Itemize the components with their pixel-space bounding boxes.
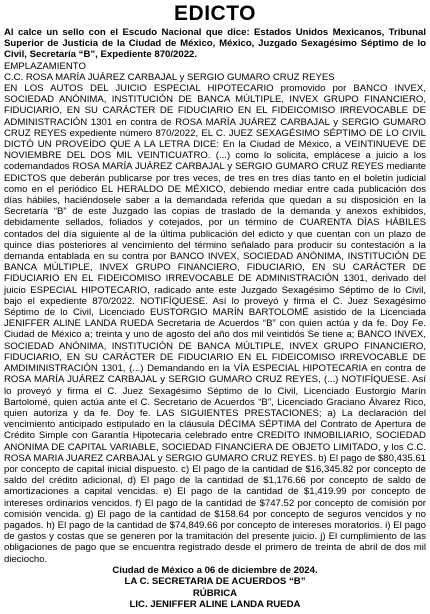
- addressees: C.C. ROSA MARÍA JUÁREZ CARBAJAL y SERGIO GUMARO CRUZ REYES: [4, 71, 335, 83]
- signer-name: LIC. JENIFFER ALINE LANDA RUEDA: [129, 598, 301, 610]
- seal-description: Al calce un sello con el Escudo Nacional que dice: Estados Unidos Mexicanos, Tribunal Superior de Justicia de la Ciudad de México, México, Juzgado Sexagésimo Séptimo de lo Civil, Secretaría “B”, Expediente 870/2022.: [4, 27, 426, 61]
- body-paragraph: EN LOS AUTOS DEL JUICIO ESPECIAL HIPOTECARIO promovido por BANCO INVEX, SOCIEDAD ANÓNIMA, INSTITUCIÓN DE BANCA MÚLTIPLE, INVEX GRUPO FINANCIERO, FIDUCIARIO, EN SU CARÁCTER DE FIDUCIARIO EN EL FIDEICOMISO IRREVOCABLE DE ADMINISTRACIÓN 1301 en contra de ROSA MARÍA JUÁREZ CARBAJAL y SERGIO GUMARO CRUZ REYES expediente número 870/2022, EL C. JUEZ SEXAGÉSIMO SÉPTIMO DE LO CIVIL DICTÓ UN PROVEÍDO QUE A LA LETRA DICE: En la Ciudad de México, a VEINTINUEVE DE NOVIEMBRE DEL DOS MIL VEINTICUATRO. (...) como lo solicita, emplácese a juicio a los codemandados ROSA MARÍA JUÁREZ CARBAJAL y SERGIO GUMARO CRUZ REYES mediante EDICTOS que deberán publicarse por tres veces, de tres en tres días tanto en el boletín judicial como en el periódico EL HERALDO DE MÉXICO, debiendo mediar entre cada publicación dos días hábiles, haciéndosele saber a la demandada referida que quedan a su disposición en la Secretaría “B” de este Juzgado las copias de traslado de la demanda y anexos exhibidos, debidamente sellados, foliados y cotejados, por un término de CUARENTA DÍAS HÁBILES contados del día siguiente al de la última publicación del edicto y que cuentan con un plazo de quince días posteriores al vencimiento del término señalado para producir su contestación a la demanda entablada en su contra por BANCO INVEX, SOCIEDAD ANÓNIMA, INSTITUCIÓN DE BANCA MÚLTIPLE, INVEX GRUPO FINANCIERO, FIDUCIARIO, EN SU CARÁCTER DE FIDUCIARIO EN EL FIDEICOMISO IRREVOCABLE DE ADMINISTRACIÓN 1301, derivado del juicio ESPECIAL HIPOTECARIO, radicado ante este Juzgado Sexagésimo Séptimo de lo Civil, bajo el expediente 870/2022. NOTIFÍQUESE. Así lo proveyó y firma el C. Juez Sexagésimo Séptimo de lo Civil, Licenciado EUSTORGIO MARÍN BARTOLOMÉ asistido de la Licenciada JENIFFER ALINE LANDA RUEDA Secretaria de Acuerdos “B” con quien actúa y da fe. Doy Fe. Ciudad de México a; treinta y uno de agosto del año dos mil veintidós Se tiene a; BANCO INVEX, SOCIEDAD ANÓNIMA, INSTITUCIÓN DE BANCA MÚLTIPLE, INVEX GRUPO FINANCIERO, FIDUCIARIO, EN SU CARÁCTER DE FIDUCIARIO EN EL FIDEICOMISO IRREVOCABLE DE AMDIMINISTRACIÓN 1301, (...) Demandando en la VÍA ESPECIAL HIPOTECARIA en contra de ROSA MARÍA JUÁREZ CARBAJAL y SERGIO GUMARO CRUZ REYES, (...) NOTIFÍQUESE. Así lo proveyó y firma el C. Juez Sexagésimo Séptimo de lo Civil, Licenciado Eustorgio Marín Bartolomé, quien actúa ante el C. Secretario de Acuerdos “B”, Licenciado Graciano Álvarez Rico, quien autoriza y da fe. Doy fe. LAS SIGUIENTES PRESTACIONES; a) La declaración del vencimiento anticipado estipulado en la cláusula DÉCIMA SÉPTIMA del Contrato de Apertura de Crédito Simple con Garantía Hipotecaria celebrado entre CREDITO INMOBILIARIO, SOCIEDAD ANONIMA DE CAPITAL VARIABLE, SOCIEDAD FINANCIERA DE OBJETO LIMITADO, y los C.C. ROSA MARIA JUAREZ CARBAJAL y SERGIO GUMARO CRUZ REYES. b) El pago de $80,435.61 por concepto de capital inicial dispuesto. c) El pago de la cantidad de $16,345.82 por concepto de saldo del crédito adicional, d) El pago de la cantidad de $1,176.66 por concepto de saldo de amortizaciones a capital vencidas. e) El pago de la cantidad de $1,419.99 por concepto de intereses ordinarios vencidos. f) El pago de la cantidad de $747.52 por concepto de comisión por comisión vencida. g) El pago de la cantidad de $158.64 por concepto de seguros vencidos y no pagados. h) El pago de la cantidad de $74,849.66 por concepto de intereses moratorios. i) El pago de gastos y costas que se generen por la tramitación del presente juicio. j) El cumplimiento de las obligaciones de pago que se encuentra registrado desde el primero de treinta de abril de dos mil dieciocho.: [4, 83, 426, 565]
- rubric-label: RÚBRICA: [192, 587, 238, 599]
- section-heading: EMPLAZAMIENTO: [4, 60, 86, 72]
- closing-block: [4, 565, 426, 611]
- document-body: [4, 61, 426, 565]
- document-title: EDICTO: [174, 2, 256, 25]
- signer-role: LA C. SECRETARIA DE ACUERDOS “B”: [124, 576, 306, 588]
- place-date: Ciudad de México a 06 de diciembre de 2024.: [112, 564, 318, 576]
